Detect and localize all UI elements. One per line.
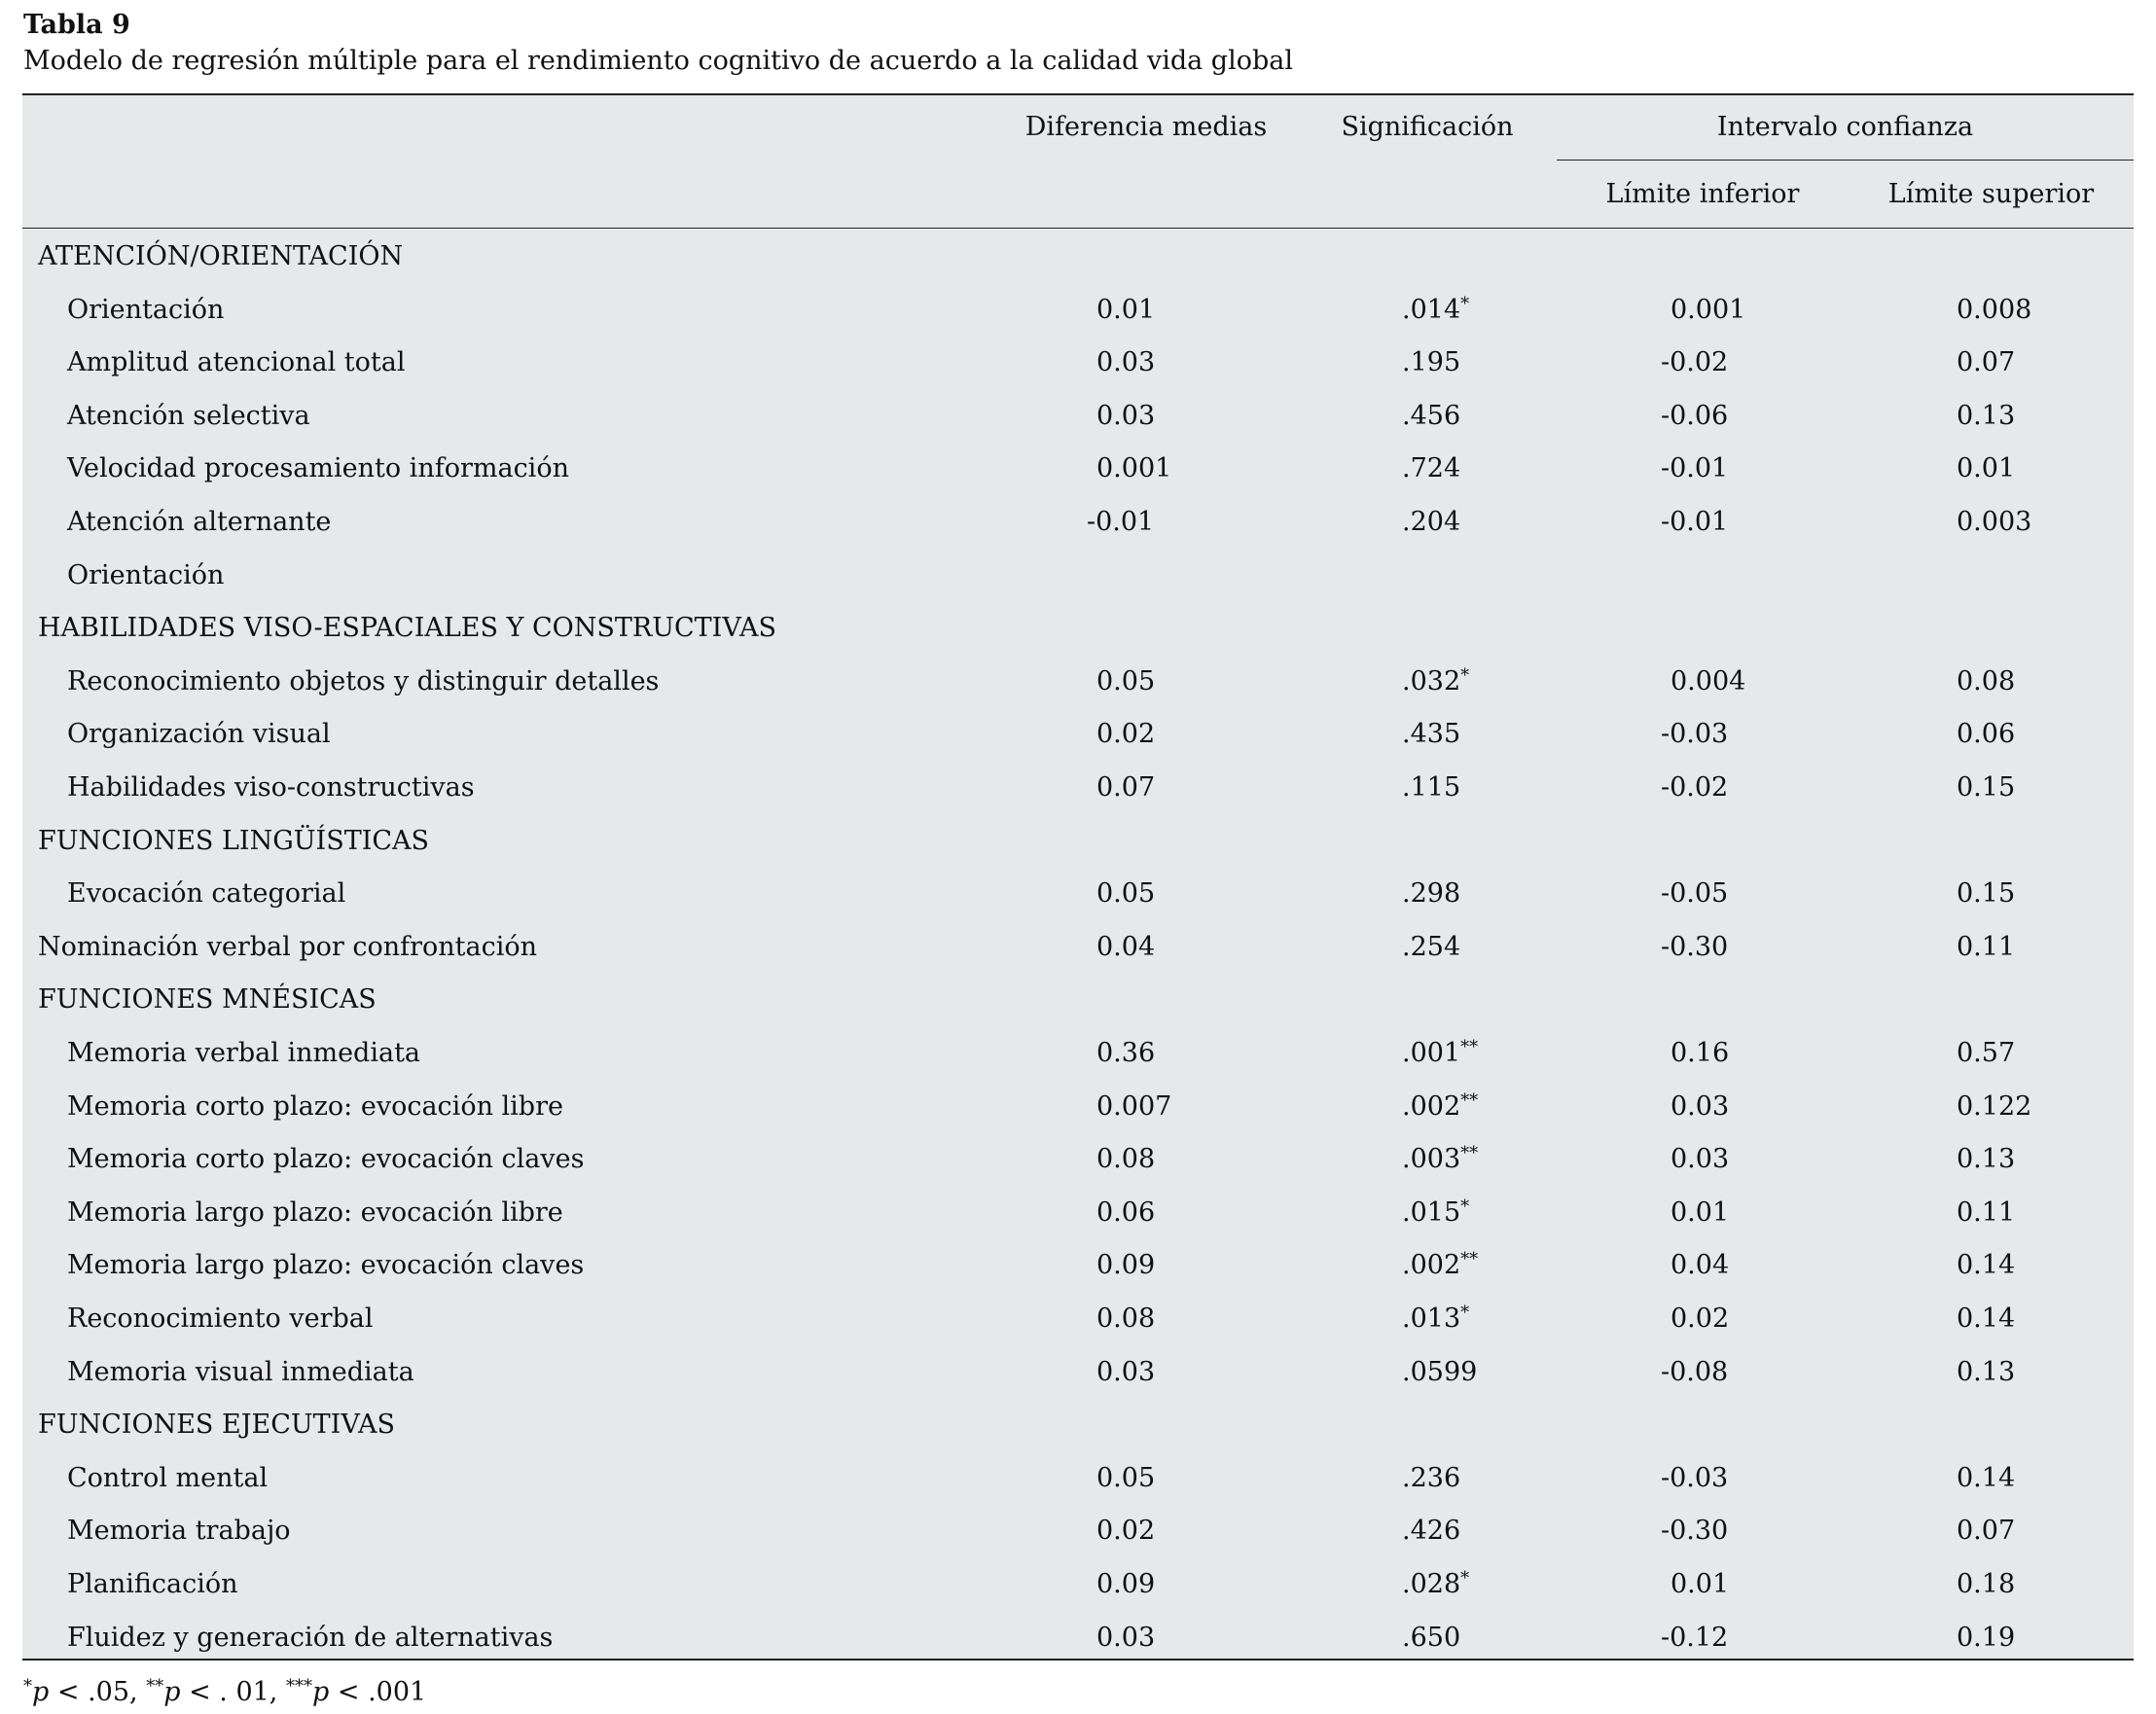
cell-diferencia-medias-value: 0.05 <box>1096 878 1156 910</box>
cell-diferencia-medias-value: 0.01 <box>1096 294 1156 325</box>
cell-significacion <box>1402 1144 1478 1174</box>
footnote-p-1: p <box>32 1677 50 1707</box>
table-row <box>22 1559 2134 1613</box>
cell-limite-inferior <box>1671 295 1745 325</box>
cell-significacion-value: .650 <box>1402 1622 1461 1653</box>
cell-diferencia-medias-value: 0.03 <box>1096 347 1156 378</box>
cell-limite-superior-value: 0.01 <box>1957 453 2016 484</box>
table-row <box>22 763 2134 816</box>
section-row <box>22 232 2134 285</box>
cell-significacion-value: .003 <box>1402 1144 1461 1175</box>
cell-limite-superior <box>1957 1516 2015 1546</box>
cell-limite-inferior <box>1661 878 1728 909</box>
row-label: Atención alternante <box>67 507 332 537</box>
section-label: FUNCIONES LINGÜÍSTICAS <box>38 825 430 856</box>
cell-limite-superior <box>1957 1091 2031 1122</box>
cell-diferencia-medias <box>1096 932 1155 962</box>
footnote-text-3: < .001 <box>329 1677 427 1707</box>
cell-limite-inferior <box>1671 1569 1729 1599</box>
cell-diferencia-medias <box>1096 401 1155 431</box>
cell-diferencia-medias <box>1096 347 1155 377</box>
cell-limite-superior <box>1957 1197 2015 1228</box>
cell-diferencia-medias-value: 0.05 <box>1096 1462 1156 1493</box>
row-label: Habilidades viso-constructivas <box>67 772 475 803</box>
cell-limite-inferior <box>1661 401 1728 431</box>
cell-limite-superior <box>1957 1357 2015 1387</box>
cell-diferencia-medias-value: 0.05 <box>1096 665 1156 696</box>
cell-significacion <box>1402 453 1460 483</box>
cell-significacion <box>1402 507 1460 537</box>
cell-limite-superior-value: 0.13 <box>1957 400 2016 431</box>
cell-significacion <box>1402 719 1460 749</box>
cell-diferencia-medias <box>1096 1091 1171 1122</box>
table-row <box>22 1347 2134 1401</box>
cell-limite-superior-value: 0.003 <box>1957 507 2032 537</box>
cell-significacion-value: .426 <box>1402 1516 1461 1547</box>
cell-limite-superior-value: 0.15 <box>1957 772 2016 803</box>
cell-diferencia-medias <box>1096 453 1171 483</box>
cell-significacion-value: .013 <box>1402 1303 1461 1334</box>
cell-diferencia-medias <box>1087 507 1154 537</box>
cell-significacion <box>1402 295 1469 325</box>
cell-diferencia-medias <box>1096 1569 1155 1599</box>
cell-limite-inferior <box>1671 666 1745 696</box>
cell-diferencia-medias-value: 0.03 <box>1096 1356 1156 1387</box>
cell-limite-inferior-value: 0.01 <box>1671 1569 1730 1599</box>
cell-limite-inferior <box>1671 1038 1729 1068</box>
cell-limite-inferior-value: -0.08 <box>1661 1356 1729 1387</box>
cell-limite-inferior-value: 0.01 <box>1671 1196 1730 1228</box>
cell-diferencia-medias-value: 0.36 <box>1096 1038 1156 1068</box>
cell-significacion <box>1402 1463 1460 1493</box>
cell-limite-superior <box>1957 1623 2015 1653</box>
significance-mark: * <box>1460 1568 1470 1589</box>
section-label: ATENCIÓN/ORIENTACIÓN <box>38 241 404 271</box>
cell-significacion-value: .015 <box>1402 1196 1461 1228</box>
cell-significacion-value: .028 <box>1402 1569 1461 1599</box>
cell-limite-superior-value: 0.14 <box>1957 1303 2016 1334</box>
row-label: Orientación <box>67 559 225 590</box>
cell-limite-superior <box>1957 666 2015 696</box>
cell-significacion-value: .298 <box>1402 878 1461 910</box>
cell-diferencia-medias <box>1096 1303 1155 1334</box>
cell-limite-superior <box>1957 719 2015 749</box>
cell-limite-superior-value: 0.08 <box>1957 665 2016 696</box>
cell-significacion-value: .456 <box>1402 400 1461 431</box>
cell-significacion-value: .236 <box>1402 1462 1461 1493</box>
cell-significacion-value: .032 <box>1402 665 1461 696</box>
cell-significacion <box>1402 772 1460 803</box>
cell-diferencia-medias <box>1096 719 1155 749</box>
row-label: Orientación <box>67 294 225 325</box>
header-limite-inferior: Límite inferior <box>1605 179 1800 209</box>
cell-significacion <box>1402 1516 1460 1546</box>
cell-limite-inferior <box>1661 1516 1728 1546</box>
table-label: Tabla 9 <box>23 10 130 40</box>
table-row <box>22 1294 2134 1347</box>
significance-mark: ** <box>1460 1089 1479 1111</box>
cell-limite-inferior-value: -0.02 <box>1661 347 1729 378</box>
significance-mark: * <box>1460 293 1470 314</box>
cell-diferencia-medias <box>1096 1623 1155 1653</box>
cell-diferencia-medias-value: 0.06 <box>1096 1196 1156 1228</box>
footnote-mark-3: *** <box>285 1676 312 1696</box>
cell-diferencia-medias-value: 0.08 <box>1096 1144 1156 1175</box>
cell-significacion-value: .115 <box>1402 772 1461 803</box>
cell-significacion <box>1402 666 1469 696</box>
significance-mark: * <box>1460 1303 1470 1323</box>
cell-diferencia-medias-value: 0.001 <box>1096 453 1172 484</box>
row-label: Nominación verbal por confrontación <box>38 931 538 962</box>
cell-significacion-value: .002 <box>1402 1090 1461 1122</box>
cell-limite-superior <box>1957 1144 2015 1174</box>
cell-limite-superior <box>1957 1038 2015 1068</box>
header-limite-superior: Límite superior <box>1887 179 2095 209</box>
table-row <box>22 1613 2134 1666</box>
row-label: Amplitud atencional total <box>67 347 406 378</box>
row-label: Atención selectiva <box>67 400 310 431</box>
cell-diferencia-medias-value: 0.07 <box>1096 772 1156 803</box>
row-label: Memoria visual inmediata <box>67 1356 414 1387</box>
footnote-mark-2: ** <box>146 1676 164 1696</box>
cell-diferencia-medias-value: -0.01 <box>1087 507 1155 537</box>
section-row <box>22 603 2134 657</box>
cell-diferencia-medias <box>1096 1357 1155 1387</box>
cell-significacion-value: .001 <box>1402 1038 1461 1068</box>
cell-limite-inferior-value: 0.004 <box>1671 665 1746 696</box>
cell-limite-inferior <box>1661 1623 1728 1653</box>
cell-diferencia-medias-value: 0.03 <box>1096 400 1156 431</box>
significance-mark: ** <box>1460 1249 1479 1270</box>
cell-diferencia-medias <box>1096 295 1155 325</box>
header-intervalo-confianza: Intervalo confianza <box>1716 112 1974 142</box>
cell-limite-superior-value: 0.06 <box>1957 719 2016 750</box>
cell-limite-inferior <box>1661 507 1728 537</box>
cell-significacion-value: .204 <box>1402 507 1461 537</box>
cell-limite-superior-value: 0.14 <box>1957 1250 2016 1281</box>
cell-significacion <box>1402 1091 1478 1122</box>
row-label: Memoria largo plazo: evocación libre <box>67 1196 563 1228</box>
cell-limite-inferior <box>1671 1197 1729 1228</box>
cell-limite-superior <box>1957 507 2031 537</box>
cell-limite-inferior-value: 0.16 <box>1671 1038 1730 1068</box>
cell-limite-inferior <box>1661 347 1728 377</box>
table-row <box>22 391 2134 445</box>
row-label: Memoria trabajo <box>67 1516 291 1547</box>
cell-limite-inferior <box>1671 1144 1729 1174</box>
cell-diferencia-medias-value: 0.09 <box>1096 1569 1156 1599</box>
cell-limite-inferior-value: -0.06 <box>1661 400 1729 431</box>
cell-limite-superior-value: 0.14 <box>1957 1462 2016 1493</box>
table-row <box>22 1506 2134 1559</box>
cell-significacion <box>1402 1038 1478 1068</box>
cell-limite-inferior-value: 0.02 <box>1671 1303 1730 1334</box>
cell-significacion-value: .195 <box>1402 347 1461 378</box>
significance-mark: ** <box>1460 1037 1479 1057</box>
cell-significacion-value: .254 <box>1402 931 1461 962</box>
cell-diferencia-medias <box>1096 1038 1155 1068</box>
table-row <box>22 1082 2134 1135</box>
significance-mark: * <box>1460 1196 1470 1217</box>
table-row <box>22 1188 2134 1241</box>
table-row <box>22 922 2134 976</box>
table-row <box>22 1240 2134 1294</box>
table-row <box>22 285 2134 339</box>
cell-diferencia-medias <box>1096 1197 1155 1228</box>
cell-limite-superior-value: 0.008 <box>1957 294 2032 325</box>
table-row <box>22 1028 2134 1082</box>
section-label: HABILIDADES VISO-ESPACIALES Y CONSTRUCTIVAS <box>38 613 776 644</box>
cell-limite-inferior <box>1671 1303 1729 1334</box>
cell-significacion <box>1402 1250 1478 1280</box>
cell-significacion <box>1402 1357 1477 1387</box>
cell-diferencia-medias <box>1096 1250 1155 1280</box>
cell-limite-inferior-value: -0.30 <box>1661 1516 1729 1547</box>
cell-limite-superior-value: 0.57 <box>1957 1038 2016 1068</box>
ci-header-rule <box>1557 160 2134 161</box>
regression-table <box>22 93 2134 1660</box>
cell-significacion <box>1402 1197 1469 1228</box>
cell-diferencia-medias <box>1096 1516 1155 1546</box>
table-row <box>22 657 2134 710</box>
cell-limite-superior-value: 0.07 <box>1957 347 2016 378</box>
cell-significacion <box>1402 1623 1460 1653</box>
cell-limite-superior-value: 0.15 <box>1957 878 2016 910</box>
section-row <box>22 975 2134 1028</box>
significance-mark: ** <box>1460 1143 1479 1164</box>
cell-diferencia-medias-value: 0.02 <box>1096 1516 1156 1547</box>
cell-limite-superior <box>1957 932 2015 962</box>
cell-significacion <box>1402 878 1460 909</box>
cell-diferencia-medias <box>1096 772 1155 803</box>
section-label: FUNCIONES MNÉSICAS <box>38 984 377 1016</box>
section-row <box>22 816 2134 870</box>
cell-limite-superior-value: 0.11 <box>1957 931 2016 962</box>
cell-significacion <box>1402 1303 1469 1334</box>
row-label: Memoria corto plazo: evocación libre <box>67 1090 563 1122</box>
cell-limite-superior-value: 0.19 <box>1957 1622 2016 1653</box>
table-footnote <box>23 1677 426 1707</box>
cell-limite-inferior <box>1661 719 1728 749</box>
cell-limite-superior <box>1957 1463 2015 1493</box>
cell-diferencia-medias-value: 0.09 <box>1096 1250 1156 1281</box>
cell-limite-inferior <box>1661 1463 1728 1493</box>
footnote-mark-1: * <box>23 1676 32 1696</box>
footnote-p-2: p <box>163 1677 181 1707</box>
cell-limite-inferior-value: -0.12 <box>1661 1622 1729 1653</box>
cell-significacion <box>1402 1569 1469 1599</box>
cell-diferencia-medias <box>1096 666 1155 696</box>
section-row <box>22 1400 2134 1453</box>
cell-limite-inferior-value: 0.03 <box>1671 1144 1730 1175</box>
row-label: Organización visual <box>67 719 331 750</box>
cell-diferencia-medias <box>1096 1463 1155 1493</box>
cell-limite-superior <box>1957 1303 2015 1334</box>
table-row <box>22 497 2134 551</box>
cell-limite-superior <box>1957 295 2031 325</box>
cell-limite-superior <box>1957 1250 2015 1280</box>
table-row <box>22 444 2134 497</box>
cell-significacion-value: .435 <box>1402 719 1461 750</box>
cell-limite-superior <box>1957 401 2015 431</box>
cell-limite-inferior-value: -0.30 <box>1661 931 1729 962</box>
header-bottom-rule <box>22 228 2134 229</box>
cell-limite-inferior-value: -0.01 <box>1661 507 1729 537</box>
cell-limite-inferior-value: 0.001 <box>1671 294 1746 325</box>
table-caption: Modelo de regresión múltiple para el rendimiento cognitivo de acuerdo a la calidad vida global <box>23 46 1293 76</box>
cell-limite-superior-value: 0.13 <box>1957 1144 2016 1175</box>
cell-diferencia-medias-value: 0.03 <box>1096 1622 1156 1653</box>
cell-diferencia-medias-value: 0.02 <box>1096 719 1156 750</box>
footnote-text-1: < .05, <box>49 1677 147 1707</box>
cell-diferencia-medias-value: 0.04 <box>1096 931 1156 962</box>
cell-limite-superior-value: 0.18 <box>1957 1569 2016 1599</box>
cell-limite-superior <box>1957 1569 2015 1599</box>
footnote-p-3: p <box>311 1677 330 1707</box>
table-row <box>22 551 2134 604</box>
section-label: FUNCIONES EJECUTIVAS <box>38 1410 395 1441</box>
cell-significacion-value: .0599 <box>1402 1356 1478 1387</box>
cell-limite-superior <box>1957 453 2015 483</box>
row-label: Control mental <box>67 1462 269 1493</box>
cell-limite-inferior <box>1661 1357 1728 1387</box>
cell-limite-superior <box>1957 878 2015 909</box>
cell-diferencia-medias <box>1096 1144 1155 1174</box>
footnote-text-2: < . 01, <box>180 1677 286 1707</box>
cell-limite-superior-value: 0.122 <box>1957 1090 2032 1122</box>
cell-limite-inferior-value: -0.03 <box>1661 719 1729 750</box>
cell-limite-inferior <box>1661 453 1728 483</box>
cell-limite-inferior-value: 0.03 <box>1671 1090 1730 1122</box>
cell-limite-inferior <box>1661 772 1728 803</box>
table-row <box>22 869 2134 922</box>
cell-significacion <box>1402 932 1460 962</box>
row-label: Evocación categorial <box>67 878 346 910</box>
cell-limite-inferior-value: 0.04 <box>1671 1250 1730 1281</box>
cell-diferencia-medias <box>1096 878 1155 909</box>
cell-limite-inferior-value: -0.03 <box>1661 1462 1729 1493</box>
cell-significacion-value: .014 <box>1402 294 1461 325</box>
cell-limite-inferior <box>1661 932 1728 962</box>
cell-limite-superior-value: 0.11 <box>1957 1196 2016 1228</box>
row-label: Memoria largo plazo: evocación claves <box>67 1250 585 1281</box>
row-label: Velocidad procesamiento información <box>67 453 569 484</box>
cell-significacion-value: .002 <box>1402 1250 1461 1281</box>
cell-diferencia-medias-value: 0.08 <box>1096 1303 1156 1334</box>
cell-limite-inferior-value: -0.05 <box>1661 878 1729 910</box>
cell-limite-inferior-value: -0.02 <box>1661 772 1729 803</box>
row-label: Reconocimiento objetos y distinguir detalles <box>67 665 660 696</box>
significance-mark: * <box>1460 664 1470 686</box>
table-row <box>22 338 2134 391</box>
cell-limite-inferior <box>1671 1250 1729 1280</box>
table-row <box>22 1453 2134 1507</box>
row-label: Fluidez y generación de alternativas <box>67 1622 554 1653</box>
cell-limite-superior <box>1957 347 2015 377</box>
cell-limite-inferior <box>1671 1091 1729 1122</box>
header-diferencia-medias: Diferencia medias <box>1024 112 1268 142</box>
cell-significacion-value: .724 <box>1402 453 1461 484</box>
cell-limite-superior-value: 0.07 <box>1957 1516 2016 1547</box>
cell-diferencia-medias-value: 0.007 <box>1096 1090 1172 1122</box>
cell-limite-inferior-value: -0.01 <box>1661 453 1729 484</box>
cell-limite-superior-value: 0.13 <box>1957 1356 2016 1387</box>
row-label: Memoria corto plazo: evocación claves <box>67 1144 585 1175</box>
row-label: Reconocimiento verbal <box>67 1303 374 1334</box>
row-label: Memoria verbal inmediata <box>67 1038 421 1068</box>
cell-limite-superior <box>1957 772 2015 803</box>
cell-significacion <box>1402 347 1460 377</box>
table-row <box>22 709 2134 763</box>
row-label: Planificación <box>67 1569 238 1599</box>
cell-significacion <box>1402 401 1460 431</box>
header-significacion: Significación <box>1341 112 1514 142</box>
table-row <box>22 1134 2134 1188</box>
